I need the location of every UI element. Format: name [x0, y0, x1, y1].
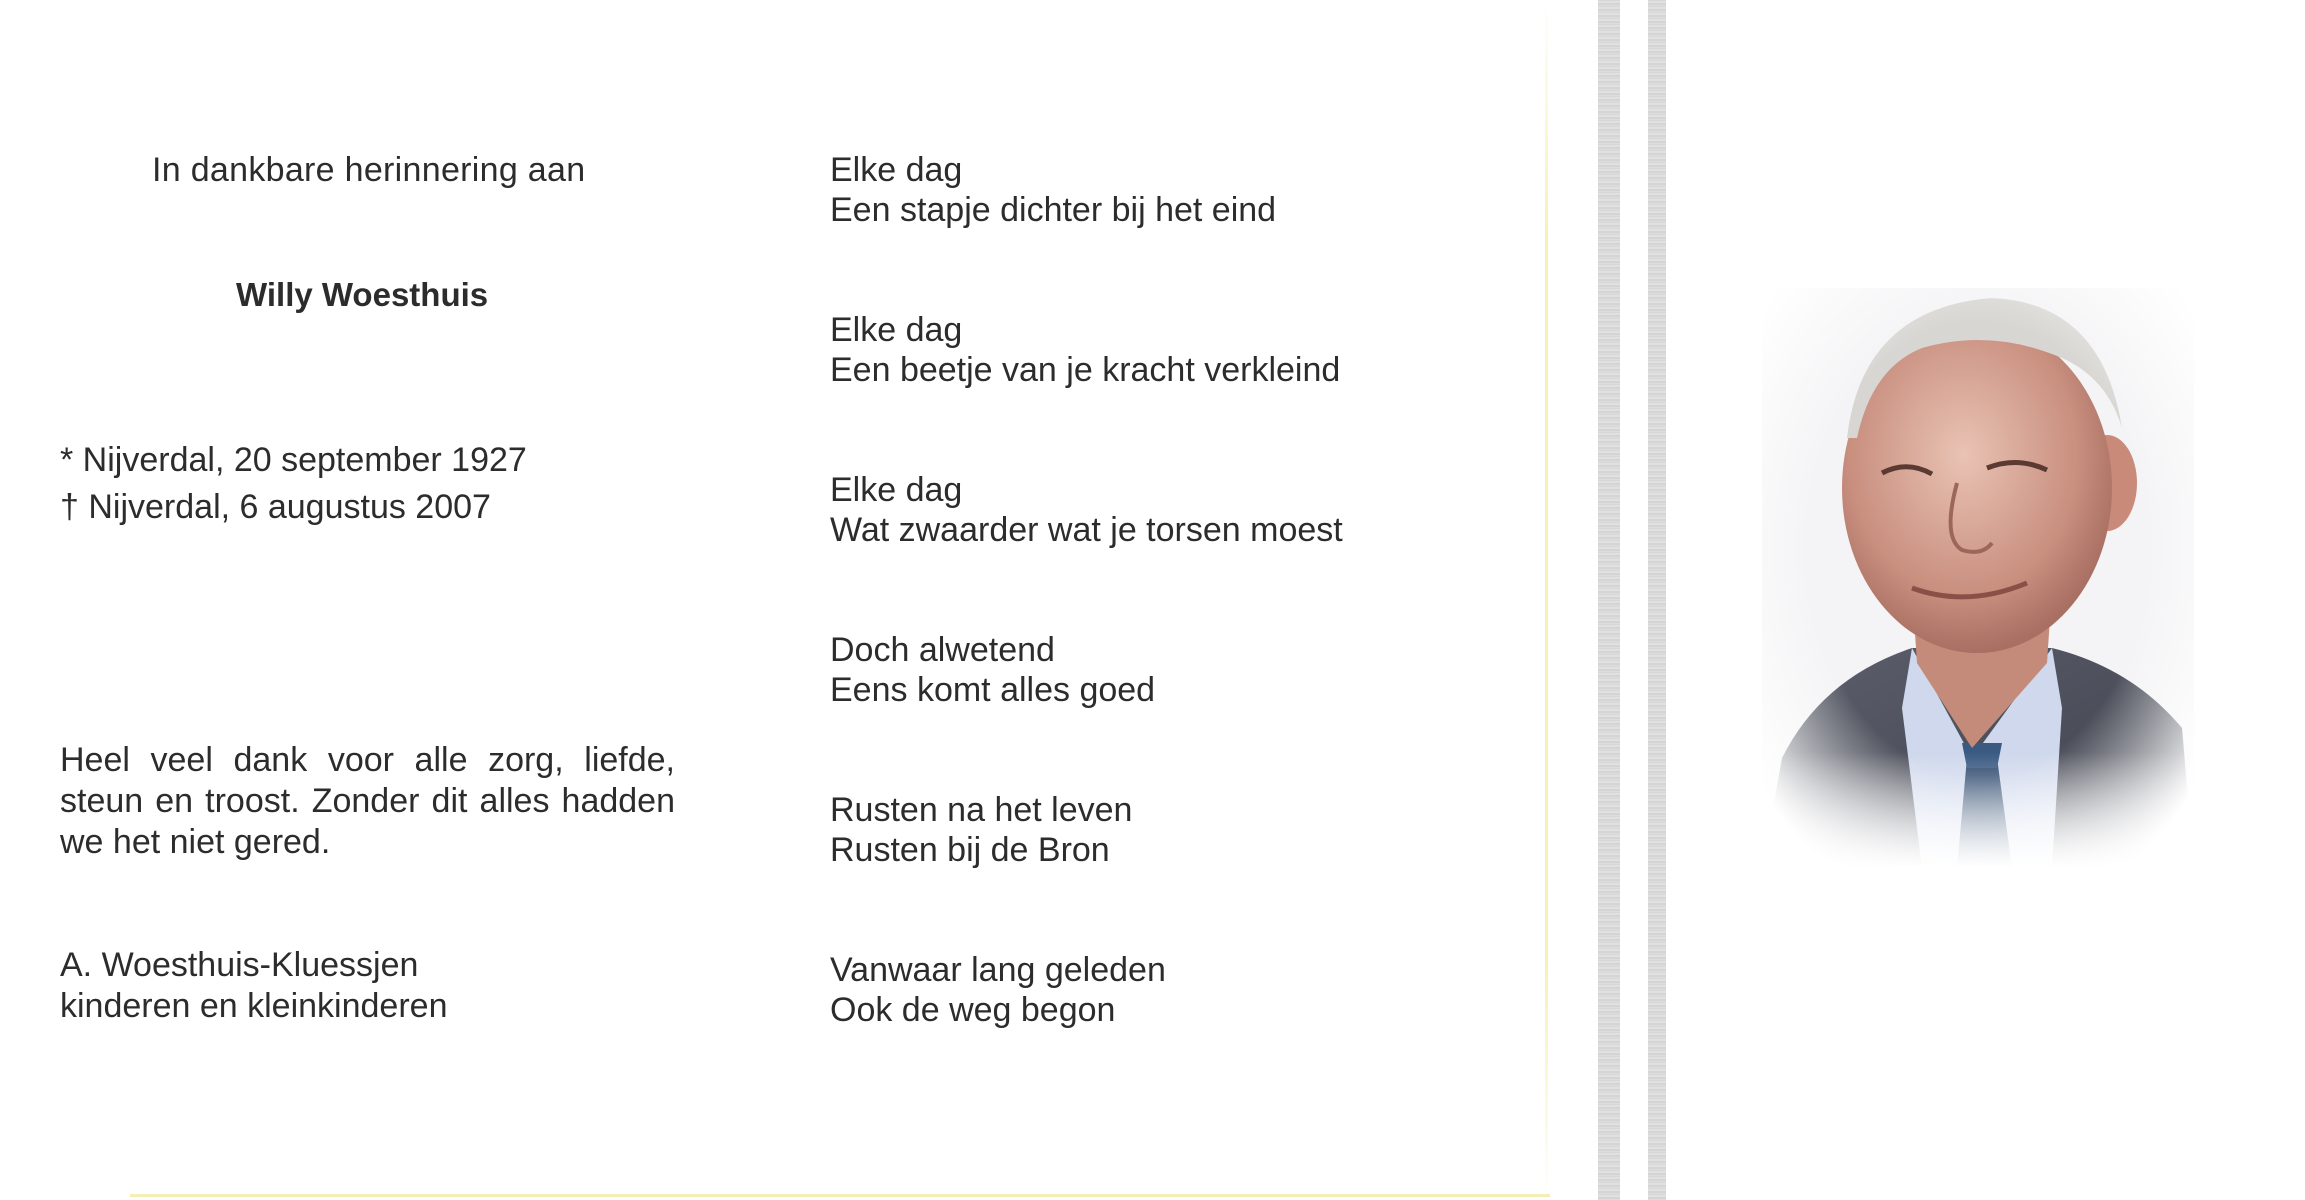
death-line: † Nijverdal, 6 augustus 2007 — [60, 488, 491, 526]
portrait-photo — [1762, 288, 2194, 868]
poem-line: Een beetje van je kracht verkleind — [830, 351, 1341, 389]
poem-line: Elke dag — [830, 151, 963, 189]
poem-line: Wat zwaarder wat je torsen moest — [830, 511, 1343, 549]
poem-stanza — [830, 150, 1276, 230]
poem-stanza — [830, 790, 1132, 870]
decorative-stripe — [1598, 0, 1620, 1200]
thanks-message: Heel veel dank voor alle zorg, liefde, steun en troost. Zonder dit alles hadden we het niet gered. — [60, 741, 675, 861]
signature-line: kinderen en kleinkinderen — [60, 987, 448, 1025]
poem-line: Elke dag — [830, 311, 963, 349]
bottom-edge — [130, 1194, 1550, 1197]
poem-stanza — [830, 470, 1343, 550]
deceased-name: Willy Woesthuis — [236, 276, 489, 313]
poem-stanza — [830, 630, 1155, 710]
signature-line: A. Woesthuis-Kluessjen — [60, 946, 419, 984]
poem-line: Vanwaar lang geleden — [830, 951, 1166, 989]
poem-line: Doch alwetend — [830, 631, 1055, 669]
poem-line: Elke dag — [830, 471, 963, 509]
poem-line: Eens komt alles goed — [830, 671, 1156, 709]
birth-line: * Nijverdal, 20 september 1927 — [60, 441, 527, 479]
signature-block — [60, 945, 447, 1027]
poem-line: Ook de weg begon — [830, 991, 1116, 1029]
poem-line: Rusten na het leven — [830, 791, 1133, 829]
poem-stanza — [830, 950, 1166, 1030]
poem-line: Rusten bij de Bron — [830, 831, 1110, 869]
fold-line — [1545, 0, 1548, 1200]
poem-stanza — [830, 310, 1340, 390]
decorative-stripe — [1648, 0, 1666, 1200]
poem-line: Een stapje dichter bij het eind — [830, 191, 1277, 229]
memorial-intro: In dankbare herinnering aan — [152, 151, 586, 189]
